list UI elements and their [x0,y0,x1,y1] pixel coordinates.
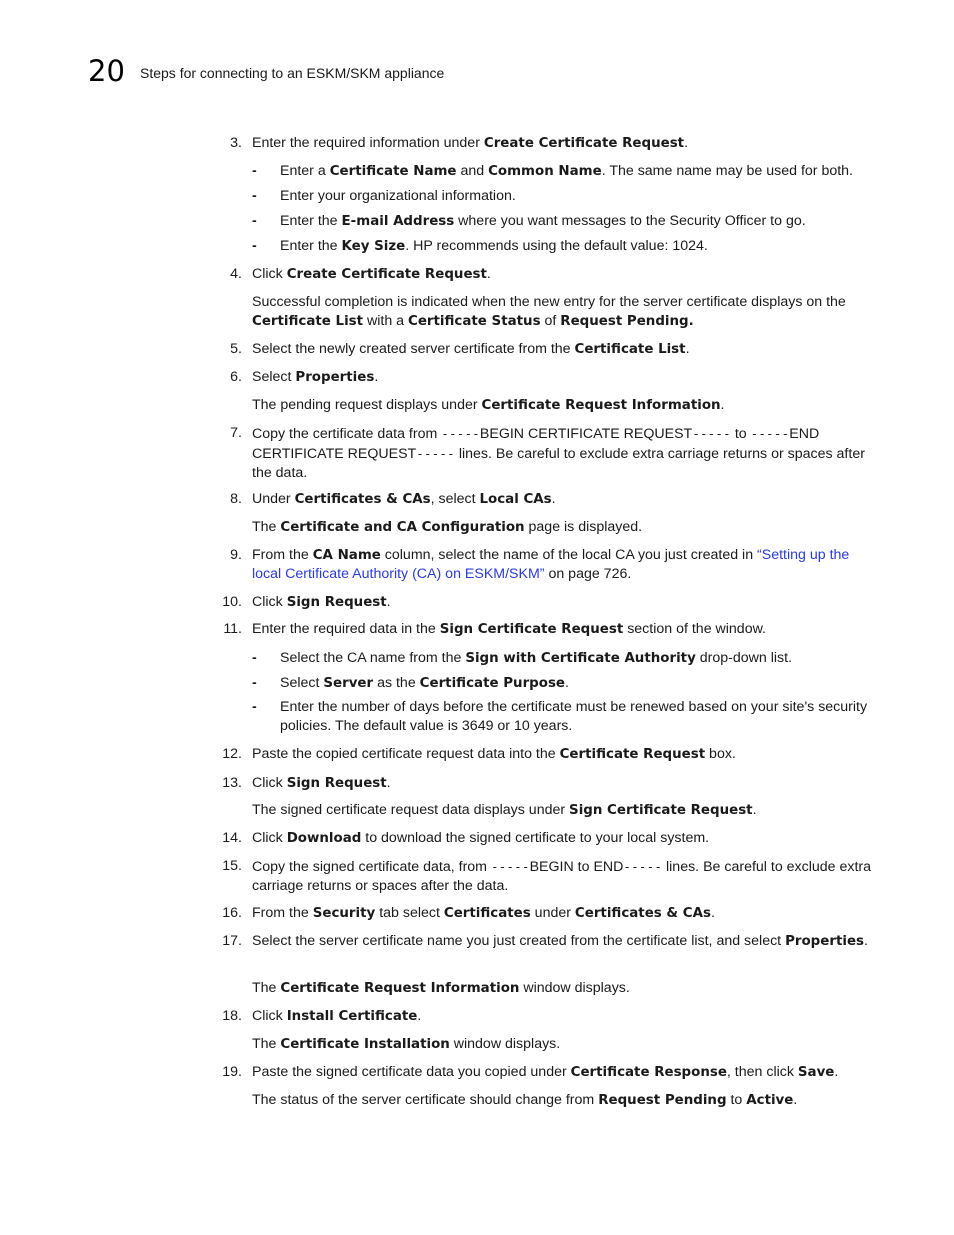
step-text: BEGIN to END [529,859,624,875]
ui-term: Certificate Installation [280,1037,450,1052]
substep [252,162,872,181]
substep [252,698,872,736]
note-text: . [720,397,725,413]
substep [252,649,872,668]
dashes: ----- [441,426,480,441]
ui-term: Server [323,676,374,691]
ui-term: Download [286,831,362,846]
note-text: The [252,980,281,996]
step-note [252,1091,872,1110]
step-text: Select the server certificate name you just created from the certificate list, and select [252,933,786,949]
substep-text: Enter a [280,163,330,179]
cross-reference-link[interactable]: “Setting up the local Certificate Authority (CA) on ESKM/SKM” [252,547,850,582]
ui-term: Create Certificate Request [286,267,487,282]
step-6 [230,368,872,387]
step-note [252,1035,872,1054]
substep-text: drop-down list. [695,650,793,666]
step-9 [230,546,872,584]
dashes: ----- [692,426,731,441]
bullet-dash: - [252,213,257,229]
ui-term: Common Name [488,164,602,179]
ui-term: Certificate List [574,342,686,357]
step-number: 6. [230,369,242,385]
step-number: 10. [222,594,242,610]
substep-text: where you want messages to the Security Officer to go. [454,213,806,229]
ui-term: Create Certificate Request [483,136,685,151]
step-text: . [386,775,391,791]
note-text: The [252,1036,281,1052]
step-note [252,396,872,415]
ui-term: Sign Certificate Request [439,622,624,637]
step-text: Click [252,830,287,846]
step-number: 7. [230,425,242,441]
step-text: column, select the name of the local CA you just created in [380,547,758,563]
dashes: ----- [623,859,663,874]
chapter-number: 20 [88,54,125,88]
bullet-dash: - [252,675,257,691]
ui-term: Certificate and CA Configuration [280,520,525,535]
step-text: box. [705,746,736,762]
step-text: From the [252,905,313,921]
ui-term: Local CAs [479,492,552,507]
note-text: The pending request displays under [252,397,482,413]
ui-term: Certificate Name [329,164,457,179]
note-text: The status of the server certificate should change from [252,1092,599,1108]
substep [252,212,872,231]
step-number: 3. [230,135,242,151]
step-text: Paste the signed certificate data you copied under [252,1064,571,1080]
step-text: tab select [375,905,444,921]
step-13 [222,774,872,793]
ui-term: Install Certificate [286,1009,418,1024]
step-text: under [530,905,575,921]
note-text: . [752,802,757,818]
ui-term: E-mail Address [341,214,455,229]
step-text: Click [252,775,287,791]
ui-term: Certificate Response [570,1065,727,1080]
substep-text: Enter the number of days before the certificate must be renewed based on your site's security policies. The default value is 3649 or 10 years. [280,699,868,734]
step-text: . [374,369,379,385]
dashes: ----- [750,426,790,441]
substep-text: Select [280,675,324,691]
note-text: The signed certificate request data displays under [252,802,570,818]
ui-term: Certificates [443,906,531,921]
ui-term: Certificate Request Information [280,981,520,996]
note-text: with a [363,313,408,329]
step-16 [222,904,872,923]
step-text: Under [252,491,295,507]
substep [252,674,872,693]
step-number: 9. [230,547,242,563]
step-text: on page 726. [544,566,632,582]
step-text: . [386,594,391,610]
ui-term: CA Name [312,548,381,563]
step-10 [222,593,872,612]
ui-term: Security [312,906,376,921]
ui-term: Save [797,1065,835,1080]
step-number: 11. [223,621,242,637]
step-text: . [834,1064,839,1080]
step-number: 16. [222,905,242,921]
step-18 [222,1007,872,1026]
bullet-dash: - [252,163,257,179]
step-number: 19. [222,1064,242,1080]
note-text: of [540,313,561,329]
substep-text: . [565,675,569,691]
note-text: window displays. [519,980,630,996]
note-text: to [726,1092,747,1108]
dashes: ----- [416,446,455,461]
step-text: Copy the certificate data from [252,426,442,442]
note-text: The [252,519,281,535]
ui-term: Sign Request [286,595,387,610]
ui-term: Certificates & CAs [294,492,431,507]
ui-term: Properties [295,370,375,385]
step-number: 8. [230,491,242,507]
substep-text: as the [373,675,420,691]
substep-text: Select the CA name from the [280,650,466,666]
step-number: 5. [230,341,242,357]
step-text: END CERTIFICATE REQUEST [252,426,820,462]
substep-text: Enter the [280,213,342,229]
substep-text: and [456,163,489,179]
ui-term: Certificate Request Information [481,398,721,413]
step-text: Select the newly created server certificate from the [252,341,575,357]
step-note [252,801,872,820]
substep [252,237,872,256]
step-number: 14. [222,830,242,846]
step-3 [230,134,872,153]
step-text: . [486,266,491,282]
step-text: Copy the signed certificate data, from [252,859,491,875]
ui-term: Active [746,1093,794,1108]
step-text: Enter the required data in the [252,621,440,637]
step-text: Click [252,266,287,282]
bullet-dash: - [252,699,257,715]
ui-term: Certificate Request [559,747,706,762]
step-text: Paste the copied certificate request data into the [252,746,560,762]
substep-text: Enter the [280,238,342,254]
step-17 [222,932,872,951]
step-text: . [685,341,690,357]
step-text: lines. Be careful to exclude extra carriage returns or spaces after the data. [252,446,865,481]
step-number: 17. [222,933,242,949]
step-12 [222,745,872,764]
note-text: Successful completion is indicated when the new entry for the server certificate displays on the [252,294,846,310]
step-text: . [417,1008,422,1024]
ui-term: Sign with Certificate Authority [465,651,696,666]
step-11 [223,620,872,639]
step-8 [230,490,872,509]
step-text: . [864,933,868,949]
step-note [252,518,872,537]
ui-term: Key Size [341,239,406,254]
ui-term: Certificate List [252,314,364,329]
step-number: 18. [222,1008,242,1024]
step-19 [222,1063,872,1082]
substep-text: Enter your organizational information. [280,188,516,204]
step-number: 13. [222,775,242,791]
ui-term: Certificate Purpose [419,676,566,691]
step-text: BEGIN CERTIFICATE REQUEST [479,426,693,442]
step-note [252,979,872,998]
bullet-dash: - [252,188,257,204]
step-text: Click [252,594,287,610]
ui-term: Request Pending [598,1093,727,1108]
step-note [252,293,872,331]
running-title: Steps for connecting to an ESKM/SKM appliance [140,65,445,81]
ui-term: Sign Request [286,776,387,791]
step-14 [222,829,872,848]
ui-term: Properties [785,934,864,949]
step-4 [230,265,872,284]
ui-term: Certificate Status [408,314,541,329]
step-text: . [710,905,715,921]
substep-text: . HP recommends using the default value: 1024. [405,238,708,254]
substep [252,187,872,206]
step-text: to [730,426,751,442]
step-text: , select [430,491,480,507]
ui-term: Certificates & CAs [574,906,711,921]
step-text: From the [252,547,313,563]
bullet-dash: - [252,238,257,254]
note-text: . [793,1092,798,1108]
step-number: 15. [222,858,242,874]
step-text: lines. Be careful to exclude extra carriage returns or spaces after the data. [252,859,872,894]
step-7 [230,424,872,483]
step-text: . [684,135,689,151]
note-text: window displays. [449,1036,561,1052]
step-5 [230,340,872,359]
dashes: ----- [490,859,530,874]
substep-text: . The same name may be used for both. [601,163,853,179]
step-text: Click [252,1008,287,1024]
step-text: , then click [726,1064,798,1080]
step-number: 4. [230,266,242,282]
step-text: section of the window. [623,621,766,637]
bullet-dash: - [252,650,257,666]
step-text: to download the signed certificate to your local system. [361,830,710,846]
step-15 [222,857,872,896]
step-text: . [551,491,556,507]
step-text: Enter the required information under [252,135,484,151]
step-number: 12. [222,746,242,762]
ui-term: Sign Certificate Request [569,803,753,818]
step-text: Select [252,369,296,385]
note-text: page is displayed. [524,519,643,535]
ui-term: Request Pending. [560,314,694,329]
